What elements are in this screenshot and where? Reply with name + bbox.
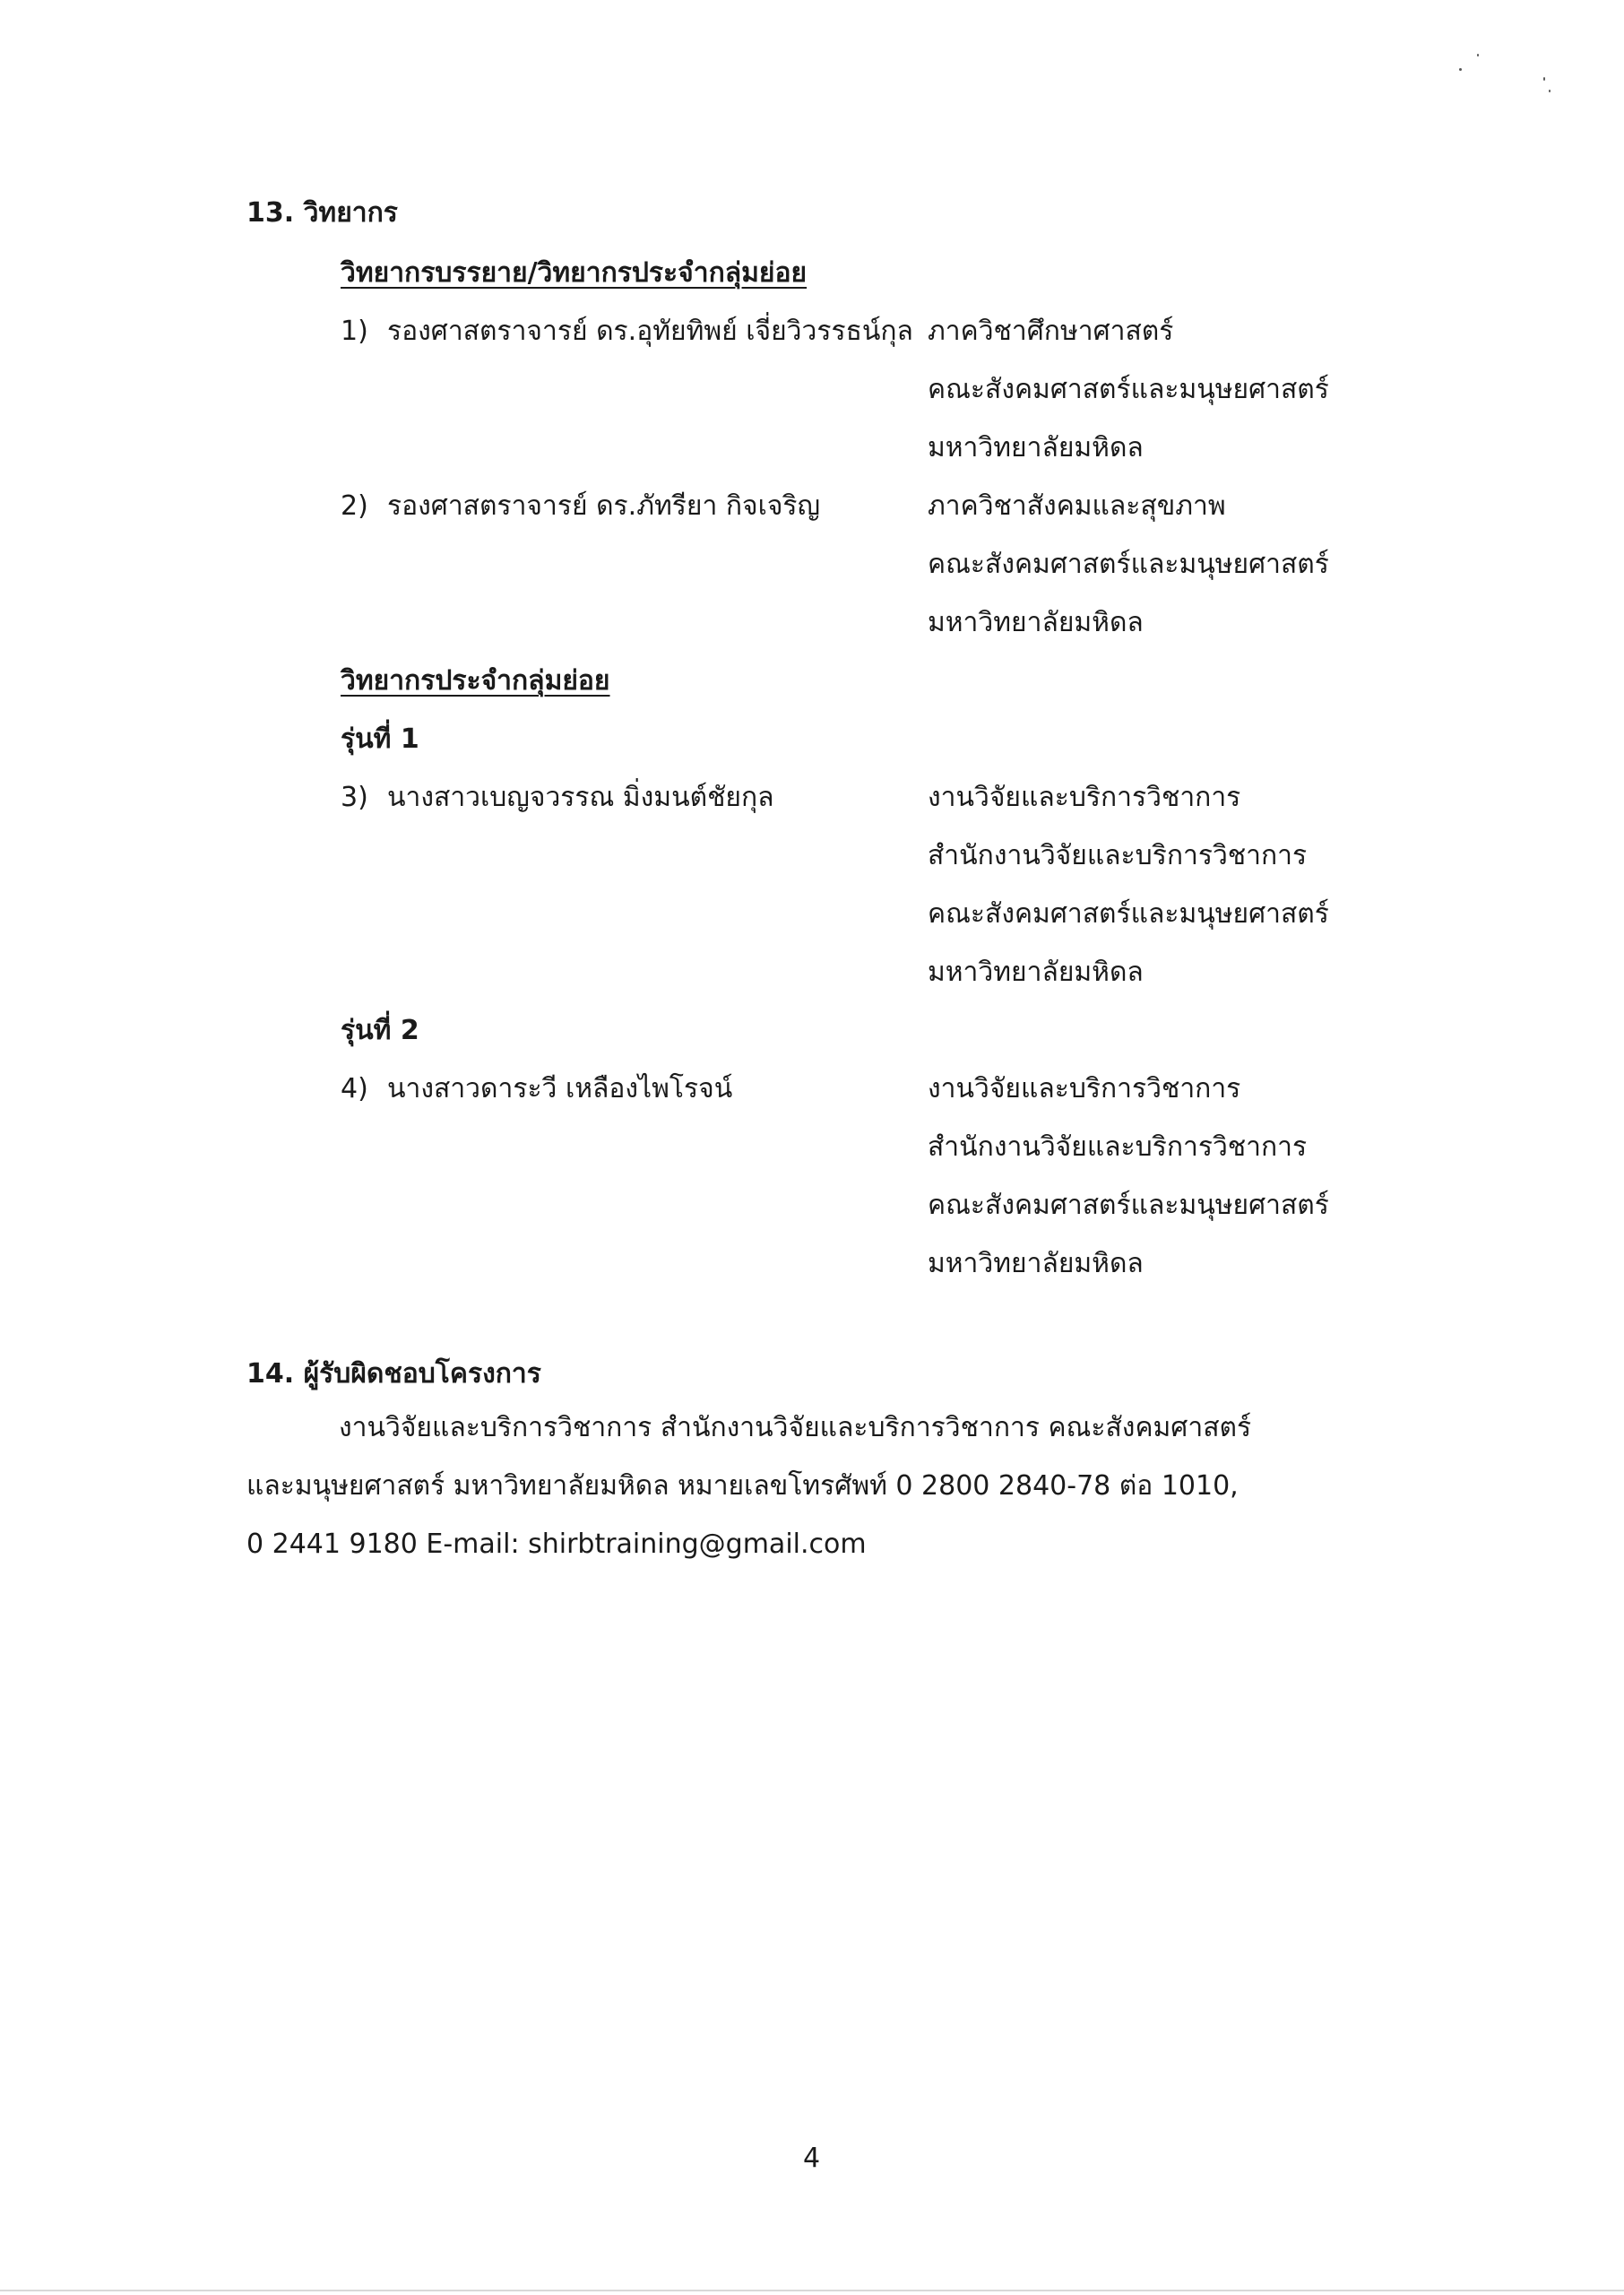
- speaker-2-name: รองศาสตราจารย์ ดร.ภัทรียา กิจเจริญ: [387, 490, 821, 522]
- speaker-4-affiliation-2: สำนักงานวิจัยและบริการวิชาการ: [928, 1131, 1308, 1163]
- speaker-1-name-row: [341, 314, 913, 350]
- speaker-3-name-row: [341, 780, 774, 816]
- section-13-heading: 13. วิทยากร: [246, 197, 398, 229]
- scan-bottom-edge: [0, 2290, 1624, 2291]
- group-lecturers-subheading: วิทยากรประจำกลุ่มย่อย: [341, 665, 610, 697]
- speaker-3-name: นางสาวเบญจวรรณ มิ่งมนต์ชัยกุล: [387, 782, 774, 813]
- speaker-3-affiliation-3: คณะสังคมศาสตร์และมนุษยศาสตร์: [928, 898, 1329, 930]
- speaker-3-number: 3): [341, 782, 368, 813]
- paragraph-line-1-text: งานวิจัยและบริการวิชาการ สำนักงานวิจัยและบริการวิชาการ คณะสังคมศาสตร์: [339, 1412, 1252, 1443]
- speaker-2-number: 2): [341, 490, 368, 522]
- page-number: 4: [803, 2143, 821, 2174]
- speaker-4-name: นางสาวดาระวี เหลืองไพโรจน์: [387, 1073, 733, 1104]
- section-14-paragraph: [246, 1399, 1380, 1573]
- speaker-4-affiliation-3: คณะสังคมศาสตร์และมนุษยศาสตร์: [928, 1190, 1329, 1221]
- paragraph-line-2: และมนุษยศาสตร์ มหาวิทยาลัยมหิดล หมายเลขโทรศัพท์ 0 2800 2840-78 ต่อ 1010,: [246, 1470, 1239, 1502]
- speaker-1-affiliation-3: มหาวิทยาลัยมหิดล: [928, 432, 1144, 463]
- lecturers-subheading: วิทยากรบรรยาย/วิทยากรประจำกลุ่มย่อย: [341, 257, 808, 289]
- paragraph-line-1: [246, 1399, 1380, 1457]
- speaker-3-affiliation-2: สำนักงานวิจัยและบริการวิชาการ: [928, 840, 1308, 871]
- speaker-1-affiliation-1: ภาควิชาศึกษาศาสตร์: [928, 316, 1174, 347]
- speaker-2-affiliation-1: ภาควิชาสังคมและสุขภาพ: [928, 490, 1226, 522]
- speaker-1-number: 1): [341, 316, 368, 347]
- speaker-2-affiliation-2: คณะสังคมศาสตร์และมนุษยศาสตร์: [928, 549, 1329, 580]
- speaker-1-affiliation-2: คณะสังคมศาสตร์และมนุษยศาสตร์: [928, 374, 1329, 405]
- speaker-3-affiliation-4: มหาวิทยาลัยมหิดล: [928, 957, 1144, 988]
- speaker-4-name-row: [341, 1071, 732, 1107]
- speaker-2-name-row: [341, 489, 820, 524]
- round-1-label: รุ่นที่ 1: [341, 723, 419, 755]
- speaker-2-affiliation-3: มหาวิทยาลัยมหิดล: [928, 607, 1144, 638]
- speaker-4-number: 4): [341, 1073, 368, 1104]
- speaker-4-affiliation-4: มหาวิทยาลัยมหิดล: [928, 1248, 1144, 1279]
- paragraph-line-3: 0 2441 9180 E-mail: shirbtraining@gmail.com: [246, 1529, 867, 1560]
- speaker-1-name: รองศาสตราจารย์ ดร.อุทัยทิพย์ เจี่ยวิวรรธน์กุล: [387, 316, 913, 347]
- section-14-heading: 14. ผู้รับผิดชอบโครงการ: [246, 1358, 541, 1390]
- speaker-4-affiliation-1: งานวิจัยและบริการวิชาการ: [928, 1073, 1241, 1104]
- speaker-3-affiliation-1: งานวิจัยและบริการวิชาการ: [928, 782, 1241, 813]
- round-2-label: รุ่นที่ 2: [341, 1015, 419, 1046]
